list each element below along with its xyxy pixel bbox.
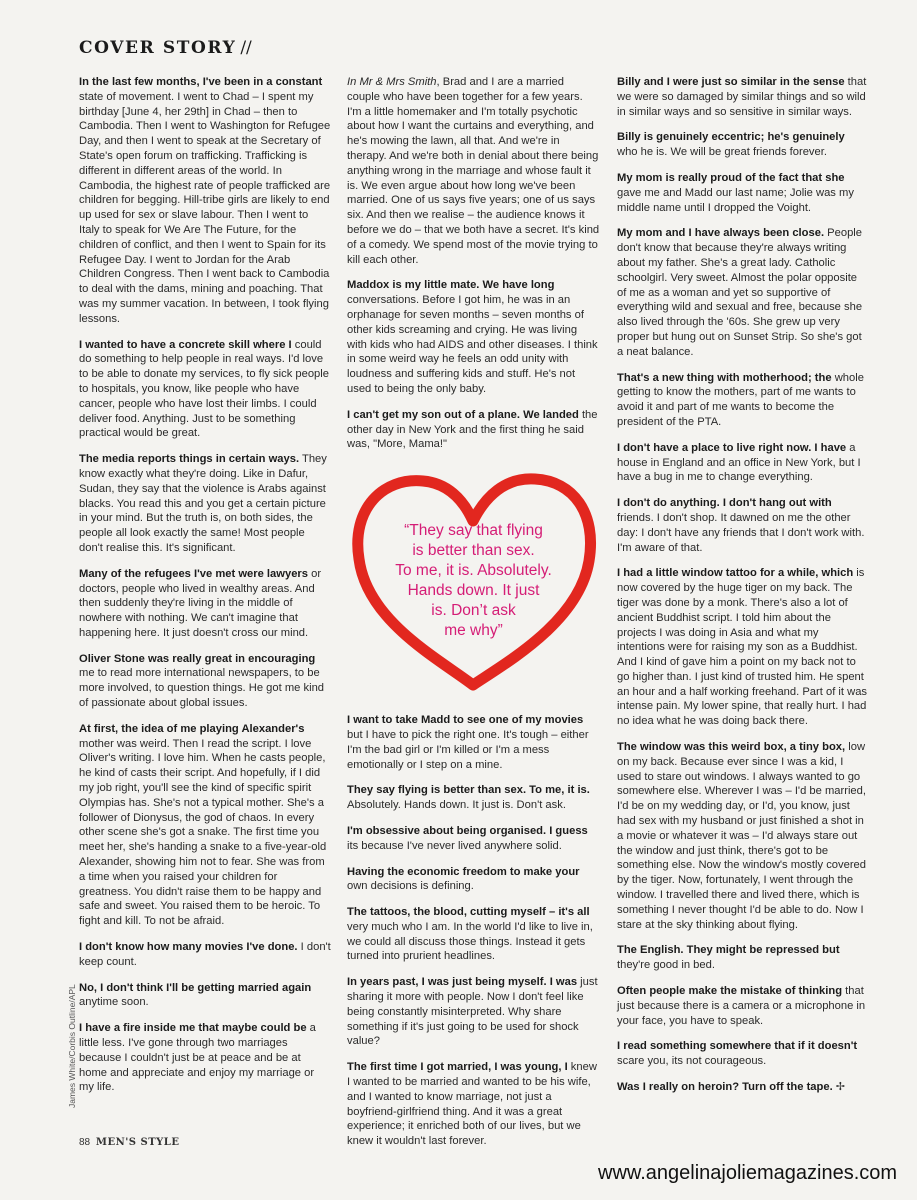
paragraph-body: ✢ [832, 1081, 846, 1094]
article-paragraph [617, 226, 868, 359]
paragraph-lead: I don't know how many movies I've done. [79, 941, 298, 954]
column-2-top [347, 75, 600, 452]
page-footer [79, 1137, 179, 1148]
paragraph-body: Absolutely. Hands down. It just is. Don't ask. [347, 799, 566, 812]
paragraph-body: they're good in bed. [617, 959, 715, 972]
article-paragraph [347, 408, 600, 452]
paragraph-lead: Often people make the mistake of thinking [617, 985, 843, 998]
article-paragraph [617, 441, 868, 485]
article-paragraph [79, 452, 331, 556]
article-paragraph [347, 905, 600, 964]
article-paragraph [347, 783, 600, 813]
pull-quote-line: “They say that flying [404, 522, 543, 540]
paragraph-body: is now covered by the huge tiger on my back. The tiger was done by a monk. There's also a lot of ancient Buddhist script. I told him about the projects I was doing in Asia and what my intentions were for raising my son as a Buddhist. And I kind of gave him a point on my back not to go higher than. I just kind of trusted him. He spent an hour and a half working freehand. Part of it was intense pain. My lower spine, that really hurt. I had no idea what he was doing back there. [617, 567, 868, 728]
header-separator: // [240, 38, 252, 58]
paragraph-lead: In the last few months, I've been in a constant [79, 76, 323, 88]
text-column-1 [79, 75, 331, 1106]
paragraph-body: but I have to pick the right one. It's tough – either I'm the bad girl or I'm killed or I'm a mess emotionally or I step on a mine. [347, 728, 589, 771]
paragraph-lead: The English. They might be repressed but [617, 944, 840, 957]
pull-quote-line: Hands down. It just [407, 582, 540, 600]
paragraph-body: conversations. Before I got him, he was in an orphanage for seven months – seven months of other kids screaming and crying. He was living with kids who had AIDS and other diseases. I think in some weird way he feels an odd unity with loudness and suffering kids and stuff. He's not used to being the only baby. [347, 294, 598, 395]
paragraph-lead: I read something somewhere that if it doesn't [617, 1040, 858, 1053]
paragraph-italic: In Mr & Mrs Smith [347, 76, 437, 88]
paragraph-body: state of movement. I went to Chad – I spent my birthday [June 4, her 29th] in Chad – then to Cambodia. Then I went to Washington for Refugee Day, and then I went to speak at the Secretary of State's open forum on trafficking. Trafficking is different in different areas of the world. In Cambodia, the highest rate of people trafficked are children for begging. Hill-tribe girls are likely to end up used for sex or slave labour. Then I went to Italy to speak for We Are The Future, for the children of conflict, and then I went to Spain for its Refugee Day. I went to Jordan for the Arab Children Congress. Then I went back to Cambodia to deal with the dams, mining and poaching. That was my summer vacation. In between, I took flying lessons. [79, 90, 331, 325]
paragraph-lead: They say flying is better than sex. To me, it is. [347, 784, 590, 797]
paragraph-body: a little less. I've gone through two marriages because I couldn't just be at peace and be at home and appreciate and enjoy my marriage or my life. [79, 1022, 316, 1094]
photo-credit: James White/Corbis Outline/APL [67, 984, 77, 1108]
section-header [79, 38, 252, 58]
paragraph-lead: That's a new thing with motherhood; the [617, 371, 832, 384]
magazine-name: MEN'S STYLE [95, 1137, 180, 1148]
article-paragraph [617, 943, 868, 973]
pull-quote-line: me why” [444, 622, 503, 640]
paragraph-lead: In years past, I was just being myself. I was [347, 976, 578, 989]
pull-quote-line: To me, it is. Absolutely. [395, 562, 552, 580]
column-2-bottom [347, 713, 600, 1149]
paragraph-lead: Oliver Stone was really great in encouraging [79, 652, 316, 665]
pull-quote-heart [347, 463, 600, 703]
paragraph-body: low on my back. Because ever since I was a kid, I used to stare out windows. I always wanted to go somewhere else. Wherever I was – I'd be married, I'd be on my wedding day, or I'd, you know, just had sex with my husband or just finished a shot in a movie or whatever it was – I'd always stare out the window and just think, there's got to be something else. Now the window's mostly covered by the tiger. Now, fortunately, I went through the window. I travelled there and lived there, which is something I never thought I'd be able to do. Now I stare at the sky thinking about flying. [617, 741, 866, 931]
paragraph-lead: No, I don't think I'll be getting married again [79, 981, 312, 994]
paragraph-lead: The window was this weird box, a tiny box, [617, 741, 846, 754]
article-paragraph [79, 722, 331, 929]
paragraph-lead: Many of the refugees I've met were lawyers [79, 567, 308, 580]
article-paragraph [347, 1060, 600, 1149]
paragraph-body: who he is. We will be great friends forever. [617, 146, 827, 159]
paragraph-body: , Brad and I are a married couple who have been together for a few years. I'm a little homemaker and I'm totally psychotic about how I want the curtains and everything, and he's mowing the lawn, all that. And we're in therapy. And we're both in denial about there being anything wrong in the marriage and whose fault it is. We even argue about how long we've been married. One of us says five years; one of us says six. And then we realise – the audience knows it before we do – that we both have a secret. It's kind of a comedy. We spend most of the movie trying to kill each other. [347, 76, 600, 266]
article-paragraph [347, 824, 600, 854]
pull-quote-line: is. Don’t ask [431, 602, 516, 620]
paragraph-lead: The first time I got married, I was young, I [347, 1061, 568, 1074]
paragraph-body: scare you, its not courageous. [617, 1055, 767, 1068]
paragraph-body: People don't know that because they're always writing about my father. She's a great lady. Catholic schoolgirl. Very sweet. Almost the polar opposite of me as a woman and yet so supportive of everything wild and sexual and free, because she also lived through the '60s. She grew up very proper but hung out on Sunset Strip. So she's got a neat balance. [617, 227, 863, 358]
article-paragraph [347, 278, 600, 396]
paragraph-lead: Was I really on heroin? Turn off the tape. [617, 1081, 833, 1094]
paragraph-body: could do something to help people in real ways. I'd love to be able to donate my services, to fly sick people to hospitals, you know, like people who have cancer, people who have lost their limbs. I could deliver food. Anything. Just to be something practical would be great. [79, 338, 329, 440]
paragraph-lead: I had a little window tattoo for a while, which [617, 567, 854, 580]
page-number: 88 [79, 1137, 91, 1148]
paragraph-lead: I can't get my son out of a plane. We landed [347, 408, 579, 421]
article-paragraph [79, 652, 331, 711]
article-paragraph [617, 130, 868, 160]
paragraph-body: a house in England and an office in New York, but I have a bug in me to change everything. [617, 441, 861, 484]
article-paragraph [617, 1039, 868, 1069]
paragraph-lead: Billy and I were just so similar in the sense [617, 76, 845, 88]
paragraph-body: me to read more international newspapers, to be more involved, to question things. He got me kind of passionate about global issues. [79, 667, 325, 710]
paragraph-lead: I want to take Madd to see one of my movies [347, 714, 584, 727]
paragraph-lead: The tattoos, the blood, cutting myself – it's all [347, 906, 590, 919]
article-paragraph [617, 496, 868, 555]
pull-quote-line: is better than sex. [412, 542, 535, 560]
paragraph-body: mother was weird. Then I read the script. I love Oliver's writing. I love him. When he casts people, he kind of casts their script. And hopefully, if I did my job right, you'll see the kind of specific spirit Olympias has. She's not a typical mother. She's a follower of Dionysus, the god of chaos. In every other scene she's got a snake. The first time you meet her, she's handing a snake to a five-year-old Alexander, showing him not to fear. She was from a time when you raised your children for greatness. You didn't raise them to be happy and safe and sweet. You raised them to be heroic. To fight and kill. To not be afraid. [79, 737, 327, 928]
paragraph-body: whole getting to know the mothers, part of me wants to avoid it and part of me wants to become the president of the PTA. [617, 371, 864, 428]
paragraph-lead: My mom is really proud of the fact that she [617, 171, 845, 184]
article-paragraph [79, 940, 331, 970]
article-paragraph [347, 865, 600, 895]
paragraph-lead: I'm obsessive about being organised. I guess [347, 824, 588, 837]
article-paragraph [617, 171, 868, 215]
article-paragraph [617, 740, 868, 932]
paragraph-lead: The media reports things in certain ways. [79, 453, 300, 466]
paragraph-body: its because I've never lived anywhere solid. [347, 839, 562, 852]
article-paragraph [617, 75, 868, 119]
paragraph-body: anytime soon. [79, 996, 149, 1009]
paragraph-lead: Billy is genuinely eccentric; he's genuinely [617, 131, 845, 144]
article-paragraph [617, 371, 868, 430]
article-paragraph [617, 1080, 868, 1095]
paragraph-body: very much who I am. In the world I'd like to live in, we could all discuss those things. Instead it gets turned into prurient headlines. [347, 920, 593, 963]
article-paragraph [79, 1021, 331, 1095]
paragraph-body: that just because there is a camera or a microphone in your face, you have to speak. [617, 985, 866, 1027]
paragraph-body: I don't keep count. [79, 941, 331, 968]
paragraph-lead: I don't have a place to live right now. I have [617, 441, 847, 454]
article-paragraph [347, 975, 600, 1049]
paragraph-lead: My mom and I have always been close. [617, 227, 825, 240]
paragraph-lead: At first, the idea of me playing Alexander's [79, 722, 305, 735]
article-paragraph [79, 338, 331, 442]
section-title: COVER STORY [79, 38, 237, 58]
article-paragraph [617, 984, 868, 1028]
article-paragraph [79, 567, 331, 641]
paragraph-body: or doctors, people who lived in wealthy areas. And then suddenly they're living in the middle of nowhere with nothing. We can't imagine that happening here. It just doesn't cross our mind. [79, 567, 322, 639]
paragraph-lead: Having the economic freedom to make your [347, 865, 580, 878]
paragraph-lead: I wanted to have a concrete skill where I [79, 338, 292, 351]
pull-quote-text [361, 521, 586, 641]
paragraph-body: own decisions is defining. [347, 880, 474, 893]
paragraph-body: that we were so damaged by similar things and so wild in similar ways and so sensitive in similar ways. [617, 76, 867, 118]
paragraph-body: friends. I don't shop. It dawned on me the other day: I don't have any friends that I don't work with. I'm aware of that. [617, 511, 865, 554]
paragraph-lead: I have a fire inside me that maybe could be [79, 1022, 307, 1035]
paragraph-body: gave me and Madd our last name; Jolie was my middle name until I dropped the Voight. [617, 186, 854, 214]
article-paragraph [347, 75, 600, 267]
article-paragraph [79, 75, 331, 327]
paragraph-body: the other day in New York and the first thing he said was, "More, Mama!" [347, 408, 598, 451]
paragraph-body: knew I wanted to be married and wanted to be his wife, and I wanted to know marriage, not just a boyfriend-girlfriend thing. And it was a great experience; it enriched both of our lives, but we knew it wouldn't last forever. [347, 1061, 597, 1148]
paragraph-body: They know exactly what they're doing. Like in Dafur, Sudan, they say that the violence is Arabs against blacks. You read this and you get a certain picture in your mind. But the truth is, on both sides, the people all look exactly the same! Most people don't realise this. It's significant. [79, 453, 327, 554]
paragraph-body: just sharing it more with people. Now I don't feel like being constantly misinterpreted. Why share something if it's just going to be used for shock value? [347, 976, 598, 1048]
website-watermark: www.angelinajoliemagazines.com [598, 1162, 898, 1184]
article-paragraph [347, 713, 600, 772]
text-column-3 [617, 75, 868, 1106]
article-paragraph [617, 566, 868, 729]
text-column-2 [347, 75, 600, 1160]
article-paragraph [79, 981, 331, 1011]
paragraph-lead: Maddox is my little mate. We have long [347, 279, 555, 292]
paragraph-lead: I don't do anything. I don't hang out with [617, 497, 832, 510]
